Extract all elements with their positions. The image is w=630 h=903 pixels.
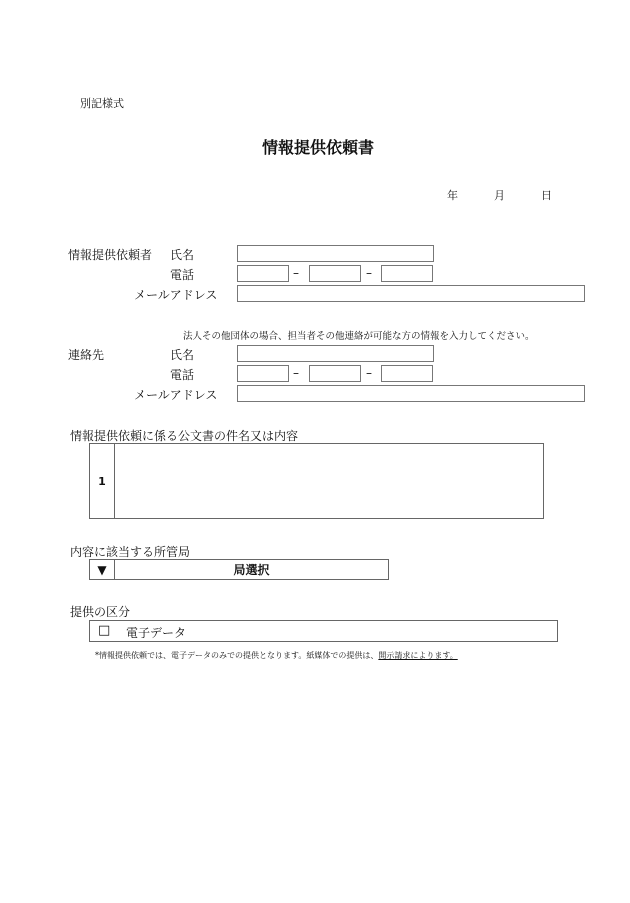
contact-phone-input-1[interactable]: [237, 365, 289, 382]
provision-note-text: *情報提供依頼では、電子データのみでの提供となります。紙媒体での提供は、: [95, 651, 379, 660]
disclosure-request-link[interactable]: 開示請求によります。: [378, 651, 458, 660]
provision-heading: 提供の区分: [70, 605, 131, 619]
bureau-heading: 内容に該当する所管局: [70, 545, 191, 559]
checkbox-icon[interactable]: □: [98, 623, 111, 638]
requester-phone-input-2[interactable]: [309, 265, 361, 282]
phone-separator: –: [293, 266, 299, 280]
documents-heading: 情報提供依頼に係る公文書の件名又は内容: [70, 429, 299, 443]
bureau-select-value: 局選択: [233, 563, 270, 577]
form-label: 別記様式: [80, 97, 124, 110]
documents-row-number: 1: [90, 444, 115, 518]
contact-name-input[interactable]: [237, 345, 434, 362]
chevron-down-icon[interactable]: ▼: [90, 560, 115, 579]
contact-phone-label: 電話: [170, 368, 195, 382]
requester-phone-label: 電話: [170, 268, 195, 282]
phone-separator: –: [293, 366, 299, 380]
requester-email-label: メールアドレス: [134, 288, 218, 302]
documents-table: [89, 443, 544, 519]
provision-option-row: [89, 620, 558, 642]
date-year-label: 年: [447, 189, 458, 202]
documents-content-input[interactable]: [115, 444, 543, 518]
phone-separator: –: [366, 266, 372, 280]
date-month-label: 月: [494, 189, 505, 202]
provision-option-label: 電子データ: [126, 626, 187, 640]
requester-phone-input-1[interactable]: [237, 265, 289, 282]
bureau-select[interactable]: [89, 559, 389, 580]
contact-heading: 連絡先: [68, 348, 105, 362]
contact-name-label: 氏名: [170, 348, 195, 362]
requester-heading: 情報提供依頼者: [68, 248, 153, 262]
date-day-label: 日: [541, 189, 552, 202]
requester-name-label: 氏名: [170, 248, 195, 262]
contact-phone-input-2[interactable]: [309, 365, 361, 382]
provision-note: [95, 650, 458, 661]
requester-name-input[interactable]: [237, 245, 434, 262]
page-title: 情報提供依頼書: [262, 138, 375, 157]
contact-email-label: メールアドレス: [134, 388, 218, 402]
contact-phone-input-3[interactable]: [381, 365, 433, 382]
phone-separator: –: [366, 366, 372, 380]
corporate-note: 法人その他団体の場合、担当者その他連絡が可能な方の情報を入力してください。: [183, 331, 535, 342]
requester-email-input[interactable]: [237, 285, 585, 302]
requester-phone-input-3[interactable]: [381, 265, 433, 282]
contact-email-input[interactable]: [237, 385, 585, 402]
